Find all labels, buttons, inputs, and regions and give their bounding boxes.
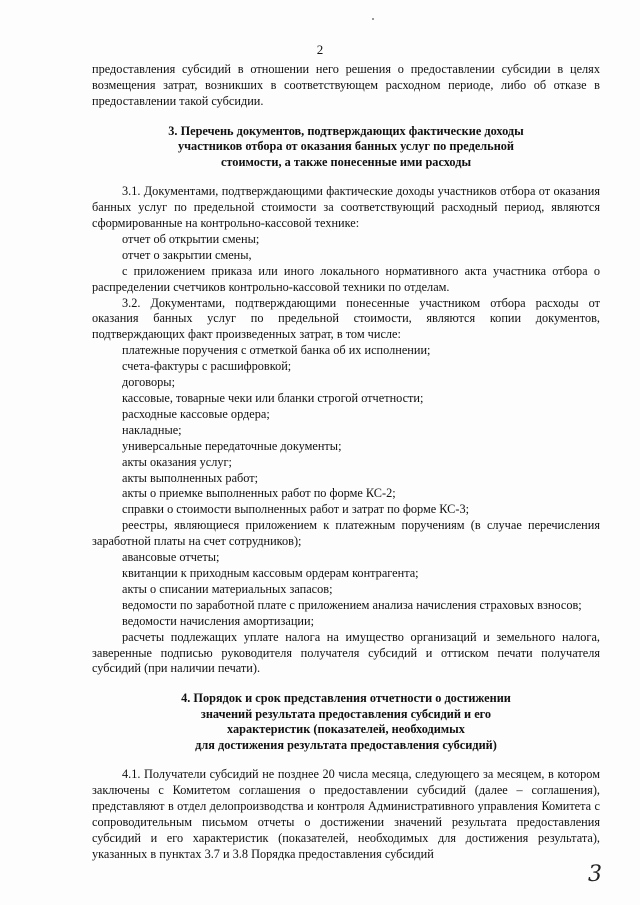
section-4-title-line: 4. Порядок и срок представления отчетности о достижении	[181, 691, 511, 706]
list-item: квитанции к приходным кассовым ордерам контрагента;	[122, 565, 419, 580]
list-item: акты о приемке выполненных работ по форме КС-2;	[122, 486, 396, 501]
section-3-title	[92, 124, 600, 171]
paragraph-3-2: 3.2. Документами, подтверждающими понесенные участником отбора расходы от оказания банных услуг по предельной стоимости, являются копии документов, подтверждающих факт произведенных затрат, в том числе:	[92, 295, 600, 342]
list-item: платежные поручения с отметкой банка об их исполнении;	[122, 343, 431, 358]
section-4-title-line: значений результата предоставления субсидий и его	[200, 706, 492, 721]
section-4-title-line: для достижения результата предоставления субсидий)	[195, 737, 497, 752]
paragraph-3-1-tail: с приложением приказа или иного локального нормативного акта участника отбора о распределении счетчиков контрольно-кассовой техники по отделам.	[92, 263, 600, 294]
section-4-title	[92, 691, 600, 753]
paragraph-4-1: 4.1. Получатели субсидий не позднее 20 числа месяца, следующего за месяцем, в котором заключены с Комитетом соглашения о предоставлении субсидий (далее – соглашения), представляют в отдел делопроизводства и контроля Административного управления Комитета с сопроводительным письмом отчеты о достижении значений результата предоставления субсидий и его характеристик (показателей, необходимых для достижения результата), указанных в пунктах 3.7 и 3.8 Порядка предоставления субсидий	[92, 767, 600, 861]
list-item-registry: реестры, являющиеся приложением к платежным поручениям (в случае перечисления заработной платы на счет сотрудников);	[92, 518, 600, 549]
section-3-title-line: участников отбора от оказания банных услуг по предельной	[177, 139, 515, 154]
section-3-title-line: стоимости, а также понесенные ими расходы	[220, 154, 472, 169]
paragraph-3-1: 3.1. Документами, подтверждающими фактические доходы участников отбора от оказания банных услуг по предельной стоимости за соответствующий расходный период, являются сформированные на контрольно-кассовой технике:	[92, 184, 600, 231]
section-3-title-line: 3. Перечень документов, подтверждающих фактические доходы	[168, 123, 524, 138]
list-item: акты выполненных работ;	[122, 470, 259, 485]
list-item: договоры;	[122, 375, 175, 390]
list-item: универсальные передаточные документы;	[122, 438, 342, 453]
list-item-payroll: ведомости по заработной плате с приложением анализа начисления страховых взносов;	[122, 597, 582, 612]
document-body	[92, 62, 600, 863]
list-item: кассовые, товарные чеки или бланки строгой отчетности;	[122, 391, 424, 405]
list-item-tax: расчеты подлежащих уплате налога на имущество организаций и земельного налога, заверенные подписью руководителя получателя субсидий и оттиском печати получателя субсидий (при наличии печати).	[92, 629, 600, 676]
list-item: акты оказания услуг;	[122, 454, 232, 469]
list-item: ведомости начисления амортизации;	[122, 613, 314, 628]
intro-paragraph: предоставления субсидий в отношении него решения о предоставлении субсидии в целях возмещения затрат, возникших в соответствующем расходном периоде, либо об отказе в предоставлении такой субсидии.	[92, 62, 600, 108]
list-item: счета-фактуры с расшифровкой;	[122, 359, 292, 374]
list-item: отчет о закрытии смены,	[122, 247, 252, 262]
list-item: акты о списании материальных запасов;	[122, 581, 333, 596]
list-item: отчет об открытии смены;	[122, 231, 260, 246]
page-number: 2	[316, 42, 324, 57]
scan-speck	[372, 18, 374, 20]
list-item: расходные кассовые ордера;	[122, 406, 270, 421]
handwritten-page-mark: 3	[588, 862, 602, 887]
list-item: справки о стоимости выполненных работ и затрат по форме КС-3;	[122, 502, 470, 517]
list-item: авансовые отчеты;	[122, 550, 220, 565]
section-4-title-line: характеристик (показателей, необходимых	[227, 722, 465, 737]
list-item: накладные;	[122, 422, 182, 437]
